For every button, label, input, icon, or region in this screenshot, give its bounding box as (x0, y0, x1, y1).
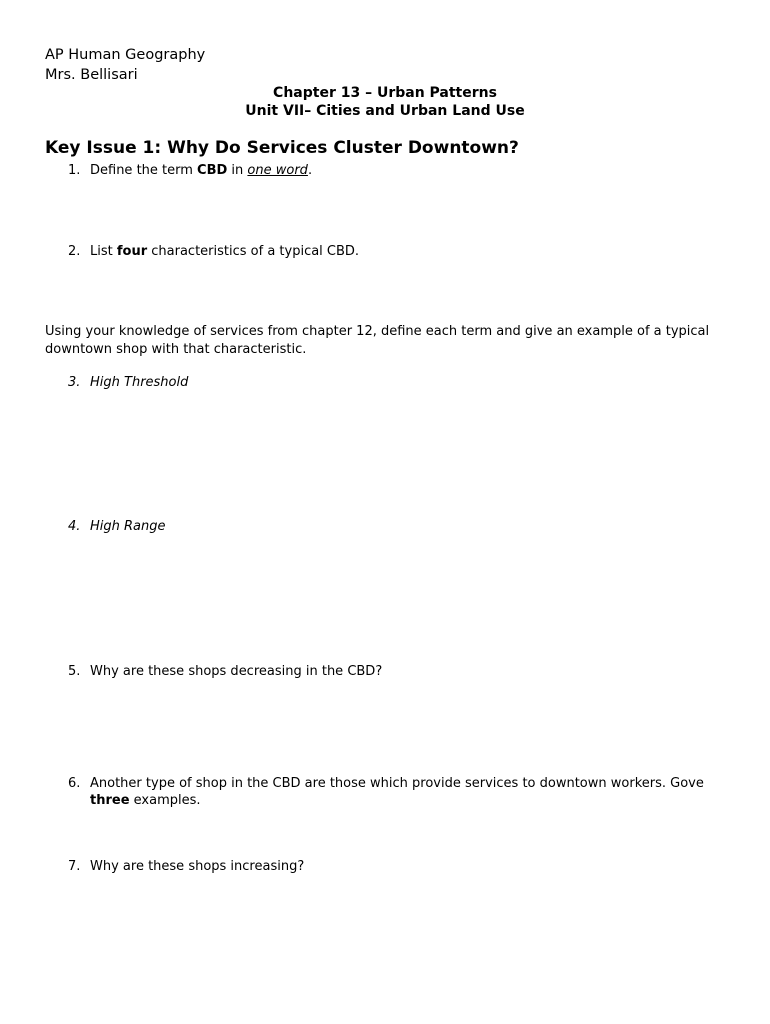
course-name: AP Human Geography (45, 47, 206, 63)
question-number: 7. (68, 859, 81, 874)
question-number: 1. (68, 163, 81, 178)
chapter-title: Chapter 13 – Urban Patterns (273, 85, 497, 101)
question-text: Why are these shops decreasing in the CBD? (90, 664, 383, 679)
question-number: 3. (68, 375, 81, 390)
question-number: 6. (68, 776, 81, 791)
question-text: High Range (90, 519, 166, 534)
question-5 (68, 663, 718, 680)
question-text: Another type of shop in the CBD are those which provide services to downtown workers. Gove three examples. (90, 776, 704, 808)
teacher-name: Mrs. Bellisari (45, 67, 138, 83)
question-text: Define the term CBD in one word. (90, 163, 313, 178)
question-text: List four characteristics of a typical CBD. (90, 244, 360, 259)
question-text: High Threshold (90, 375, 189, 390)
question-number: 5. (68, 664, 81, 679)
question-1 (68, 162, 718, 179)
question-7 (68, 858, 718, 875)
unit-title: Unit VII– Cities and Urban Land Use (245, 103, 525, 119)
question-3 (68, 374, 718, 391)
question-text: Why are these shops increasing? (90, 859, 305, 874)
question-6 (68, 775, 718, 809)
question-number: 4. (68, 519, 81, 534)
question-number: 2. (68, 244, 81, 259)
key-issue-heading: Key Issue 1: Why Do Services Cluster Downtown? (45, 138, 519, 158)
question-2 (68, 243, 718, 260)
question-4 (68, 518, 718, 535)
instruction-paragraph: Using your knowledge of services from chapter 12, define each term and give an example of a typical downtown shop with that characteristic. (45, 324, 710, 357)
